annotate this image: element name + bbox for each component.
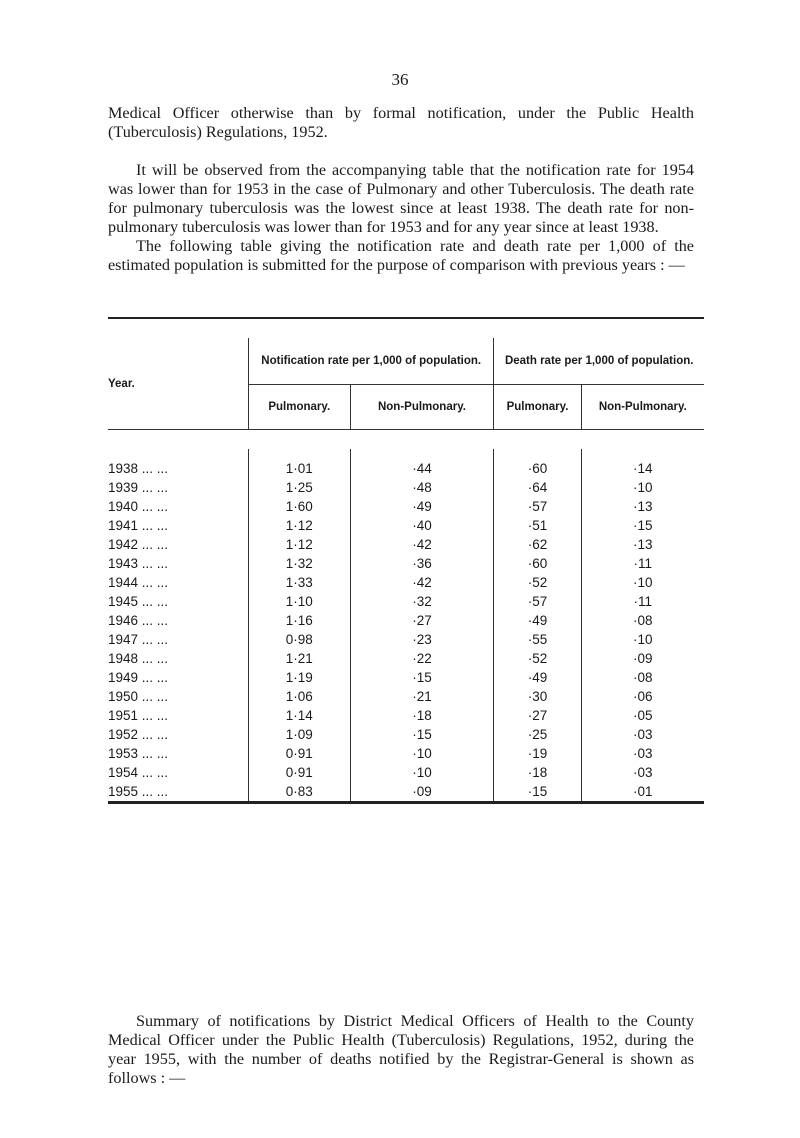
notif-pulm-cell: 1·06: [249, 687, 351, 706]
table-row: [108, 687, 704, 706]
notif-nonpulm-cell: ·27: [350, 611, 494, 630]
table-row: [108, 668, 704, 687]
death-nonpulm-cell: ·11: [581, 592, 704, 611]
notif-nonpulm-cell: ·18: [350, 706, 494, 725]
death-nonpulm-cell: ·13: [581, 497, 704, 516]
year-cell: 1947 ... ...: [108, 632, 169, 647]
death-pulm-cell: ·19: [494, 744, 581, 763]
notif-pulm-cell: 1·60: [249, 497, 351, 516]
table-row: [108, 478, 704, 497]
death-nonpulm-cell: ·06: [581, 687, 704, 706]
notif-nonpulm-cell: ·15: [350, 725, 494, 744]
death-pulm-cell: ·49: [494, 668, 581, 687]
year-cell: 1940 ... ...: [108, 499, 169, 514]
death-nonpulm-cell: ·10: [581, 573, 704, 592]
year-cell: 1954 ... ...: [108, 765, 169, 780]
year-cell: 1955 ... ...: [108, 784, 169, 799]
death-pulm-cell: ·49: [494, 611, 581, 630]
death-nonpulm-cell: ·11: [581, 554, 704, 573]
notif-pulm-cell: 1·12: [249, 535, 351, 554]
year-header: Year.: [108, 377, 135, 390]
paragraph-summary: Summary of notifications by District Medical Officers of Health to the County Medical Officer under the Public Health (Tuberculosis) Regulations, 1952, during the year 1955, with the number of deaths notified by the Registrar-General is shown as follows : —: [108, 1012, 694, 1087]
notif-pulmonary-header: Pulmonary.: [249, 385, 351, 430]
death-nonpulm-cell: ·14: [581, 459, 704, 478]
notif-pulm-cell: 1·09: [249, 725, 351, 744]
death-non-pulmonary-header: Non-Pulmonary.: [581, 385, 704, 430]
notif-pulm-cell: 0·91: [249, 744, 351, 763]
year-cell: 1943 ... ...: [108, 556, 169, 571]
death-nonpulm-cell: ·08: [581, 611, 704, 630]
table-row: [108, 649, 704, 668]
notif-nonpulm-cell: ·23: [350, 630, 494, 649]
table-row: [108, 611, 704, 630]
death-nonpulm-cell: ·13: [581, 535, 704, 554]
notif-pulm-cell: 1·33: [249, 573, 351, 592]
paragraph-observation: It will be observed from the accompanying table that the notification rate for 1954 was lower than for 1953 in the case of Pulmonary and other Tuberculosis. The death rate for pulmonary tuberculosis was the lowest since at least 1938. The death rate for non-pulmonary tuberculosis was lower than for 1953 and for any year since at least 1938.: [108, 161, 694, 236]
death-nonpulm-cell: ·03: [581, 763, 704, 782]
table-row: [108, 497, 704, 516]
notif-pulm-cell: 1·12: [249, 516, 351, 535]
death-pulm-cell: ·18: [494, 763, 581, 782]
table-row: [108, 554, 704, 573]
table-row: [108, 725, 704, 744]
death-nonpulm-cell: ·05: [581, 706, 704, 725]
notif-pulm-cell: 0·83: [249, 782, 351, 803]
death-pulm-cell: ·52: [494, 573, 581, 592]
year-cell: 1946 ... ...: [108, 613, 169, 628]
notif-non-pulmonary-header: Non-Pulmonary.: [350, 385, 494, 430]
table-row: [108, 706, 704, 725]
notif-pulm-cell: 1·32: [249, 554, 351, 573]
table-row: [108, 535, 704, 554]
death-pulm-cell: ·25: [494, 725, 581, 744]
notif-nonpulm-cell: ·49: [350, 497, 494, 516]
death-pulm-cell: ·55: [494, 630, 581, 649]
year-cell: 1941 ... ...: [108, 518, 169, 533]
notif-nonpulm-cell: ·10: [350, 744, 494, 763]
table-row: [108, 516, 704, 535]
notif-pulm-cell: 1·21: [249, 649, 351, 668]
death-nonpulm-cell: ·08: [581, 668, 704, 687]
table-row: [108, 459, 704, 478]
death-rate-header: Death rate per 1,000 of population.: [494, 338, 704, 385]
year-cell: 1938 ... ...: [108, 461, 169, 476]
year-cell: 1939 ... ...: [108, 480, 169, 495]
notif-nonpulm-cell: ·48: [350, 478, 494, 497]
death-pulm-cell: ·27: [494, 706, 581, 725]
notif-pulm-cell: 0·91: [249, 763, 351, 782]
notif-nonpulm-cell: ·15: [350, 668, 494, 687]
notif-pulm-cell: 1·14: [249, 706, 351, 725]
rates-table: [108, 317, 704, 823]
death-pulm-cell: ·60: [494, 459, 581, 478]
notif-pulm-cell: 1·16: [249, 611, 351, 630]
death-pulm-cell: ·51: [494, 516, 581, 535]
year-cell: 1949 ... ...: [108, 670, 169, 685]
year-cell: 1951 ... ...: [108, 708, 169, 723]
notif-nonpulm-cell: ·10: [350, 763, 494, 782]
death-pulm-cell: ·57: [494, 592, 581, 611]
notif-nonpulm-cell: ·40: [350, 516, 494, 535]
notif-nonpulm-cell: ·32: [350, 592, 494, 611]
notif-pulm-cell: 0·98: [249, 630, 351, 649]
death-pulm-cell: ·30: [494, 687, 581, 706]
notif-pulm-cell: 1·10: [249, 592, 351, 611]
death-nonpulm-cell: ·09: [581, 649, 704, 668]
year-cell: 1950 ... ...: [108, 689, 169, 704]
death-pulm-cell: ·64: [494, 478, 581, 497]
year-cell: 1952 ... ...: [108, 727, 169, 742]
death-nonpulm-cell: ·15: [581, 516, 704, 535]
table-row: [108, 573, 704, 592]
death-nonpulm-cell: ·01: [581, 782, 704, 803]
notif-nonpulm-cell: ·21: [350, 687, 494, 706]
death-nonpulm-cell: ·03: [581, 725, 704, 744]
paragraph-table-intro: The following table giving the notification rate and death rate per 1,000 of the estimated population is submitted for the purpose of comparison with previous years : —: [108, 237, 694, 274]
death-nonpulm-cell: ·10: [581, 630, 704, 649]
notif-pulm-cell: 1·25: [249, 478, 351, 497]
notif-nonpulm-cell: ·36: [350, 554, 494, 573]
death-pulm-cell: ·57: [494, 497, 581, 516]
year-cell: 1953 ... ...: [108, 746, 169, 761]
notif-nonpulm-cell: ·42: [350, 535, 494, 554]
year-cell: 1945 ... ...: [108, 594, 169, 609]
notif-pulm-cell: 1·01: [249, 459, 351, 478]
death-pulm-cell: ·62: [494, 535, 581, 554]
table-row: [108, 630, 704, 649]
notif-nonpulm-cell: ·44: [350, 459, 494, 478]
year-cell: 1942 ... ...: [108, 537, 169, 552]
paragraph-intro: Medical Officer otherwise than by formal notification, under the Public Health (Tuberculosis) Regulations, 1952.: [108, 104, 694, 141]
notification-rate-header: Notification rate per 1,000 of population.: [249, 338, 494, 385]
death-pulmonary-header: Pulmonary.: [494, 385, 581, 430]
notif-nonpulm-cell: ·09: [350, 782, 494, 803]
death-pulm-cell: ·15: [494, 782, 581, 803]
year-cell: 1944 ... ...: [108, 575, 169, 590]
death-nonpulm-cell: ·03: [581, 744, 704, 763]
death-nonpulm-cell: ·10: [581, 478, 704, 497]
page-number: 36: [391, 70, 409, 89]
notif-nonpulm-cell: ·42: [350, 573, 494, 592]
notif-nonpulm-cell: ·22: [350, 649, 494, 668]
notif-pulm-cell: 1·19: [249, 668, 351, 687]
death-pulm-cell: ·60: [494, 554, 581, 573]
table-row: [108, 744, 704, 763]
table-row: [108, 763, 704, 782]
year-cell: 1948 ... ...: [108, 651, 169, 666]
table-row: [108, 592, 704, 611]
table-row: [108, 782, 704, 803]
death-pulm-cell: ·52: [494, 649, 581, 668]
